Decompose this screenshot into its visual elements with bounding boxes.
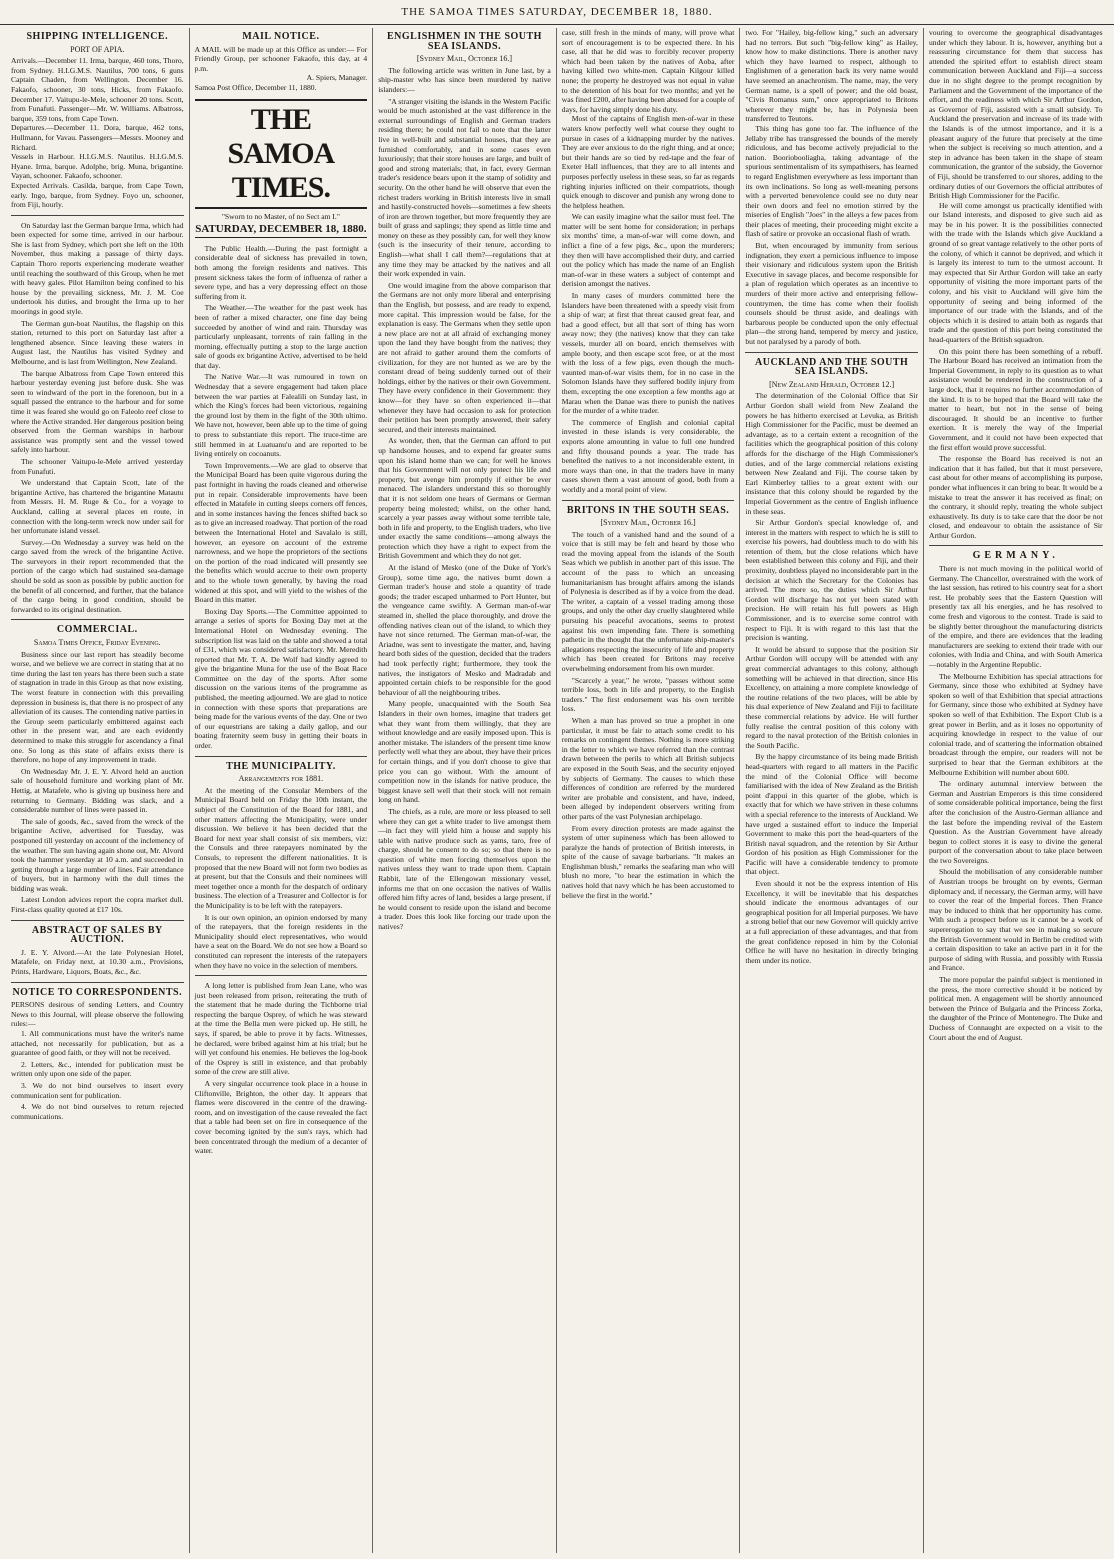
auckland-heading: AUCKLAND AND THE SOUTH SEA ISLANDS.	[755, 356, 909, 378]
article-paragraph: On Wednesday Mr. J. E. Y. Alvord held an auction sale of household furniture and working plant of Mr. Hettig, at Matafele, who is giving up business here and returning to Germany. Bidding was slack, and a considerable number of lines were passed in.	[11, 766, 184, 815]
municipality-subheading: Arrangements for 1881.	[238, 774, 324, 784]
port-heading: PORT OF APIA.	[70, 44, 125, 54]
column-5	[740, 28, 924, 1553]
article-paragraph: By the happy circumstance of its being made British head-quarters with regard to all matters in the Pacific the mind of the Colonial Office will become familiarised with the idea of New Zealand as the British point d'appui in this quarter of the globe, which is exactly that for which we have striven in these columns with a special reference to the interests of Auckland. We have urged a sustained effort to induce the Imperial Government to make this port the head-quarters of the British naval squadron, and the retention by Sir Arthur Gordon of his position as High Commissioner for the Pacific will have a considerable tendency to promote that object.	[745, 752, 918, 877]
divider	[11, 619, 184, 620]
article-paragraph: two. For "Hailey, big-fellow king," such an adversary had no terrors. But such "big-fellow king" as Hailey, know how to make distinctions. There is another navy which they have learned to respect, although to Englishmen of a generation back its very name would have seemed an anachronism. The name, may, the very German name, is a spell of power; and the old boast, "Civis Romanus sum," once appropriated to Britons wherever they might be, has in Polynesia been transferred to Teutons.	[745, 28, 918, 124]
article-paragraph: The chiefs, as a rule, are more or less pleased to sell where they can get a white trader to live amongst them—in fact they will yield him a house and supply his table with native produce such as yams, taro, free of charge, should he consent to do so; so that there is no question of white men forcing themselves upon the natives unless they want to trade upon them. Captain Rabbit, late of the Ellengowan missionary vessel, informs me that on one occasion the natives of Wallis offered him fifty acres of land, besides a large present, if he would consent to reside upon the island and become a trader. Does this look like forcing our trade upon the natives?	[378, 806, 551, 932]
article-paragraph: The touch of a vanished hand and the sound of a voice that is still may be felt and heard by those who read the moving appeal from the islands of the South Seas which we publish in another part of this issue. The account of the pass to which an unceasing humanitarianism has brought affairs among the islands of Polynesia is described as if by a voice from the dead. The writer, a captain of a vessel trading among those groups, and only the other day cruelly slaughtered while pursuing his peaceful avocations, seems to protest against his own impending fate. There is something pathetic in the thought that the unfortunate ship-master's allegations respecting the insecurity of life and property which has been created for Britons may receive overwhelming endorsement from his own murder.	[561, 529, 735, 673]
column-3	[373, 28, 557, 1553]
abstract-heading: ABSTRACT OF SALES BY AUCTION.	[31, 924, 163, 946]
divider	[562, 500, 735, 501]
departures-text: Departures.—December 11. Dora, barque, 462 tons, Hullmann, for Vavau. Passengers—Messrs. Mooney and Richard.	[11, 123, 184, 152]
article-paragraph: Business since our last report has steadily become worse, and we believe we are correct in stating that at no time during the last ten years has there been such a state of stagnation in trade in this Group as that now existing. The worst feature in connection with this prevailing depression in business is, that there is no prospect of any alleviation of its causes. The contending native parties in the Group seem particularly embittered against each other in the present war, and are each evidently determined to make this struggle for ascendancy a final one. So long as this state of affairs exists there is therefore, no hope of any improvement in trade.	[11, 649, 184, 765]
article-paragraph: J. E. Y. Alvord.—At the late Polynesian Hotel, Matafele, on Friday next, at 10.30 a.m., Provisions, Prints, Hardware, Liquors, Boats, &c., &c.	[11, 947, 184, 977]
article-paragraph: In many cases of murders committed here the Islanders have been threatened with a speedy visit from a ship of war; at first that threat caused great fear, and had a good effect, but all that sort of thing has worn away now; they (the natives) know that they can take vessels, murder all on board, enrich themselves with ample booty, and then escape scot free, or at the most with the loss of a few pigs, even though the much-vaunted man-of-war visits them, for in no case in the Solomon Islands have they suffered bodily injury from them, excepting the one exception a few months ago at Marau when the Danae was there to punish the natives for the murder of a white trader.	[561, 291, 735, 416]
divider	[745, 352, 918, 353]
article-paragraph: The German gun-boat Nautilus, the flagship on this station, returned to this port on Saturday last after a lengthened absence. Since leaving these waters in August last, the Nautilus has visited Sydney and Melbourne, and is last from Wellington, New Zealand.	[11, 318, 184, 366]
article-paragraph: On this point there has been something of a rebuff. The Harbour Board has received an intimation from the Imperial Government, in reply to its question as to what assistance would be rendered in the construction of a large dock, that it requires no further accommodation of the kind. It is to be hoped that the Board will take the matter to heart, but not in the sense of being discouraged. It should be an incentive to further exertion. It is merely the way of the Imperial Government, and it could not have been expected that the first effort would prove successful.	[928, 346, 1103, 452]
article-paragraph: This thing has gone too far. The influence of the Jellaby tribe has transgressed the bounds of the merely ridiculous, and has become actively prejudicial to the nation. Booriobooliagha, taking advantage of the spurious sentimentalism of its sympathisers, has learned to regard Englishmen everywhere as less important than its own inclinations. So long as well-meaning persons with a perverted benevolence could see no duty near their own doors and feel no emotion stirred by the miseries of English "Joes" in the alleys a few paces from their places of meeting, their proceeding might excite a flash of satire or provoke an occasional flash of wrath.	[745, 123, 918, 239]
newspaper-motto: "Sworn to no Master, of no Sect am I."	[221, 211, 340, 221]
article-paragraph: On Saturday last the German barque Irma, which had been expected for some time, arrived in our harbour. She is last from Sydney, which port she left on the 10th November, thus making a passage of thirty days. Captain Thoro reports experiencing moderate weather until reaching the southward of this Group, when he met with heavy gales. Pilot Hamilton being confined to his house by the prevailing sickness, Mr. J. M. Coe undertook his duties, and brought the Irma up to her moorings in good style.	[11, 220, 184, 317]
article-paragraph: The barque Albatross from Cape Town entered this harbour yesterday evening just before dusk. She was seen to windward of the port in the forenoon, but in a squall passed the entrance to the harbour and for some time it was feared she would go on Faleolo reef close to where the Active stranded. Her dangerous position being observed from the German warships in harbour assistance was promptly sent and the vessel towed safely into harbour.	[11, 368, 184, 455]
article-paragraph: Should the mobilisation of any considerable number of Austrian troops be brought on by events, German diplomacy and, if necessary, the German army, will have to cover the rear of the Imperial forces. Then France may be induced to think that her opportunity has come. With such a prospect before us it cannot be a work of supererogation to say that we see in making so secure the British Government would in Berlin be credited with a certain disposition to take an active part in it for the purpose of siding with Russia, and possibly with Russia and France.	[928, 867, 1103, 973]
column-6	[924, 28, 1108, 1553]
article-paragraph: It is our own opinion, an opinion endorsed by many of the ratepayers, that the foreign residents in the Municipality should elect representatives, who would have a seat on the Board. We do not see how a Board so constituted can represent the interests of the ratepayers when they have no voice in the selection of members.	[194, 912, 368, 970]
column-4	[557, 28, 741, 1553]
notice-rule: 1. All communications must have the writer's name attached, not necessarily for publication, but as a guarantee of good faith, or they will not be received.	[11, 1029, 184, 1058]
article-paragraph: When a man has proved so true a prophet in one particular, it must be fair to attach some credit to his remarks on contingent themes. Nothing is more striking in the letter to which we have referred than the contrast drawn between the perils to which all British subjects are exposed in the South Seas, and the security enjoyed by subjects of Germany. The causes to which these differences of condition are referred by the murdered writer are probable and consistent, and have, indeed, been alleged by independent observers writing from other parts of the vast Polynesian archipelago.	[561, 715, 735, 821]
article-paragraph: "A stranger visiting the islands in the Western Pacific would be much astonished at the vast difference in the external surroundings of English and German traders residing there; he could not fail to note that the latter live in well-built and substantial houses, that they are furnished comfortably, and in some cases even luxuriously; that their store houses are large, and built of good and strong materials; that, in fact, every German trader's residence bears upon it the stamp of solidity and security. On the other hand he will observe that even the richest traders working in British interests live in small and hastily-constructed hovels—sometimes a few sheets of iron are thrown together, but more frequently they are built of grass and saplings; they spend as little time and money on these as they possibly can, for well they know (such is the insecurity of their tenure, according to English—what shall I call them?—regulations that at any time they may be attacked by the natives and all their work expended in vain.	[378, 96, 551, 279]
article-paragraph: But, when encouraged by immunity from serious indignation, they exert a pernicious influence to impose their visionary and ridiculous system upon the British Executive in savage places, and become responsible for a plan of regulation which operates as an incentive to murders of their more active and enterprising fellow-countrymen, the time has come when their foolish counsels should be thrust aside, and dealings with barbarous people be conducted upon the only effectual plan—the strong hand, tempered by mercy and justice, but not paralysed by a parody of both.	[745, 241, 918, 346]
article-paragraph: The more popular the painful subject is mentioned in the press, the more corrective should it be noticed by political men. A engagement will be shortly announced between the Prince of Bulgaria and the Princess Zorka, the daughter of the Prince of Montenegro. The Duke and Duchess of Connaught are expected on a visit to the Court about the end of August.	[928, 975, 1103, 1042]
article-paragraph: Sir Arthur Gordon's special knowledge of, and interest in the matters with respect to which he is still to exercise his powers, had doubtless much to do with his retention of them, but the close relations which have been established between this colony and Fiji, and their proximity, doubtless played no inconsiderable part in the decision at which the Secretary for the Colonies has arrived. The more so, the duties which Sir Arthur Gordon will discharge has not yet been stated with precision. He will retain his full powers as High Commissioner, and is to exercise some control with respect to Fiji. It is with regard to this last that the precision is wanting.	[745, 518, 918, 643]
notice-rule: 2. Letters, &c., intended for publication must be written only upon one side of the paper.	[11, 1059, 184, 1079]
mail-heading: MAIL NOTICE.	[242, 31, 320, 42]
article-paragraph: Town Improvements.—We are glad to observe that the Municipal Board has been quite vigorous during the past fortnight in having the roads cleaned and otherwise put in repair. Considerable improvements have been effected in Matafele in cutting sleeps corners off fences, and in some instances having the fences shifted back so as to give an increased roadway. That portion of the road between the International Hotel and Savalalo is still, however, an eyesore on account of the extreme narrowness, and we hope the proprietors of the sections on the portion of the road indicated will presently see the benefits which would accrue to their own property and to the whole town generally, by having the road widened at this spot, and will yield to the wishes of the Board in this matter.	[194, 460, 368, 605]
article-paragraph: We understand that Captain Scott, late of the brigantine Active, has chartered the brigantine Matautu from Messrs. H. M. Ruge & Co., for a voyage to Auckland, calling at several places en route, in connection with the long-term wreck now under sail for her unfortunate island vessel.	[11, 478, 184, 536]
divider	[195, 975, 368, 976]
article-paragraph: The ordinary autumnal interview between the German and Austrian Emperors is this time considered of some considerable political importance, being the first after the conclusion of the Austro-German alliance and the last before the impending revival of the Eastern Question. As the Austrian Government have already begun to collect stores it is easy to divine the general purport of the conversation about to take place between the two Sovereigns.	[928, 779, 1103, 865]
article-paragraph: At the meeting of the Consular Members of the Municipal Board held on Friday the 10th instant, the subject of the Constitution of the Board for 1881, and other matters affecting the Municipality, were under discussion. We believe it has been decided that the Board for next year shall consist of six members, viz: the Consuls and three ratepayers nominated by the Consuls, to represent the different nationalities. It is proposed that the new Board will not form two bodies as at present, but that the Consuls and their nominees will meet together once a month for the despatch of ordinary business. The election of a Treasurer and Collector is for the Municipality is to be left with the ratepayers.	[194, 785, 368, 910]
article-paragraph: Even should it not be the express intention of His Excellency, it will be inevitable that his despatches should indicate the enormous advantages of our geographical position for all Imperial purposes. We have a strong belief that our new Governor will quickly arrive at a full appreciation of these advantages, and that from the great confidence reposed in him by the Colonial Office he will have no hesitation in directly bringing them under its notice.	[745, 879, 918, 965]
article-paragraph: A very singular occurrence took place in a house in Cliftonville, Brighton, the other day. It appears that flames were discovered in the centre of the drawing-room, and on investigation of the cause revealed the fact that a table had been set on fire in consequence of the cover becoming ignited by the sun's rays, which had been concentrated through the medium of a decanter of water.	[194, 1079, 368, 1156]
article-paragraph: It would be absurd to suppose that the position Sir Arthur Gordon will occupy will be attended with any great commercial advantages to this colony, although something will be achieved in that direction, since His Excellency, on attaining a more complete knowledge of the routine relations of the two places, will be able by his dual experience of New Zealand and Fiji to facilitate these commercial relations by advice. He will further fully realise the central position of this colony with regard to the naval protection of the British colonies in the South Pacific.	[745, 644, 918, 750]
notice-heading: NOTICE TO CORRESPONDENTS.	[12, 986, 183, 998]
article-paragraph: case, still fresh in the minds of many, will prove what sort of encouragement is to be expected there. In his case, all that he did was to forcibly recover property which had been taken by the natives of Aoba, after having killed two white-men. Captain Kilgour killed none; the property he destroyed was not equal in value to the detention of his boat for two months; and yet he was fined £200, after having been abused for a couple of days, for having simply done his duty.	[561, 28, 735, 114]
article-paragraph: He will come amongst us practically identified with our Island interests, and disposed to give such aid as may be in his power. It is the possibilities connected with the trade with the Islands which give Auckland a ground of so great vantage relatively to the other ports of the colony, of which it cannot be deprived, and which it is largely its interest to turn to the utmost account. It may expected that Sir Arthur Gordon will take an early opportunity of visiting the more important parts of the colony, and his visit to Auckland will give him the opportunity of seeing and being informed of the importance of our trade with the Islands, and of the objects which it is desired to attain both as regards that trade and the question of this port being constituted the head-quarters of the British squadron.	[928, 200, 1103, 344]
article-paragraph: At the island of Mesko (one of the Duke of York's Group), some time ago, the natives burnt down a German trader's house and stole a quantity of trade goods; the trader escaped unharmed to Port Hunter, but the vengeance came swiftly. A German man-of-war steamed in, shelled the place thoroughly, and drove the offending natives clean out of the island, to which they have not since returned. The German man-of-war, the Ariadne, was sent to investigate the matter, and, having heard both sides of the question, decided that the traders had took perfectly right; furthermore, they took the natives, the instigators of Mesko and Madradab and appointed certain chiefs to be responsible for the good behaviour of all the neighbouring tribes.	[378, 563, 551, 697]
arrivals-text: Arrivals.—December 11. Irma, barque, 460 tons, Thoro, from Sydney. H.I.G.M.S. Nautilus, 700 tons, 6 guns Captain Chaden, from Wellington. December 16. Fakaofo, schooner, 30 tons, Hicks, from Fakaofo. December 17. Vaitupu-le-Mele, schooner 20 tons. Scott, from Funafuti. Passenger—Mr. W. Williams. Albatross, barque, 359 tons, from Cape Town.	[11, 56, 184, 123]
article-paragraph: The Weather.—The weather for the past week has been of rather a mixed character, one fine day being succeeded by another of wind and rain. Thursday was particularly unpleasant, torrents of rain falling in the morning, effectually putting a stop to the large auction sale of goods ex brigantine Active, advertised to be held that day.	[194, 303, 368, 370]
notice-rule: 3. We do not bind ourselves to insert every communication sent for publication.	[11, 1080, 184, 1100]
article-paragraph: There is not much moving in the political world of Germany. The Chancellor, overstrained with the work of the last session, has retired to his country seat for a short rest. He probably sees that the Eastern Question will presently tax all his energies, and he has resolved to come fresh and vigorous to the contest. Trade is said to be slightly better throughout the manufacturing districts of the empire, and there are evidences that the leading manufacturers are seeking to extend their trade with our colonies, with India and China, and with South America—notably in the Argentine Republic.	[928, 564, 1103, 669]
divider	[11, 215, 184, 216]
article-paragraph: Many people, unacquainted with the South Sea Islanders in their own homes, imagine that traders get what they want from them willingly, that they are without knowledge and are easily imposed upon. This is another mistake. The islanders of the present time know perfectly well what they are about, they have their prices for certain things, and if you don't choose to give that price you can go without. With the amount of competition now in the islands for native produce, the biggest knave sell well that their stock will not remain long on hand.	[378, 699, 551, 805]
commercial-heading: COMMERCIAL.	[56, 624, 138, 636]
divider	[195, 756, 368, 757]
britons-heading: BRITONS IN THE SOUTH SEAS.	[566, 504, 730, 516]
article-source: [Sydney Mail, October 16.]	[416, 54, 513, 64]
newspaper-title: THE SAMOA TIMES.	[195, 99, 368, 209]
mail-sign: A. Spiers, Manager.	[306, 73, 368, 83]
article-source: [New Zealand Herald, October 12.]	[769, 379, 895, 389]
germany-heading: GERMANY.	[972, 550, 1059, 562]
newspaper-columns	[6, 28, 1108, 1553]
column-1	[6, 28, 190, 1553]
article-paragraph: The schooner Vaitupu-le-Mele arrived yesterday from Funafuti.	[11, 456, 184, 476]
article-paragraph: We can easily imagine what the sailor must feel. The matter will be sent home for consideration; in perhaps six months' time, a man-of-war will come down, and inflict a fine of a few pigs, &c., upon the murderers; they then will have accomplished their duty, and carried out the policy which has made the name of an English man-of-war in these waters a subject of contempt and derision amongst the natives.	[561, 212, 735, 289]
article-paragraph: The Melbourne Exhibition has special attractions for Germany, since those who exhibited at Sydney have spoken so well of that Exhibition that special attractions for Germany, since those who exhibited at Sydney have spoken so well of that Exhibition. The Export Club is a great power in Berlin, and as it loses no opportunity of acquiring knowledge in respect to the value of our colonial trade, and of scattering the information obtained broadcast through the empire, our readers will not be surprised to hear that the German exhibitors at the Melbourne Exhibition will number about 600.	[928, 671, 1103, 777]
article-paragraph: Boxing Day Sports.—The Committee appointed to arrange a series of sports for Boxing Day met at the International Hotel on Wednesday evening. The subscription list was laid on the table and showed a total of £31, which was considered satisfactory. Mr. Meredith reported that Mr. T. A. De Wolf had kindly agreed to give the brigantine Muna for the use of the Boat Race Committee on the day of the sports. After some discussion on the various items of the programme as published, the meeting adjourned. We are glad to notice in connection with these sports that preparations are being made for the various events of the day. One or two of our equestrians are taking a daily gallop, and our boating fraternity seem busy in getting their boats in order.	[194, 606, 368, 751]
mail-office: Samoa Post Office, December 11, 1880.	[194, 82, 317, 92]
article-paragraph: The Public Health.—During the past fortnight a considerable deal of sickness has prevailed in town, both among the foreign residents and natives. This present sickness takes the form of influenza of rather a severe type, and has a very depressing effect on those suffering from it.	[194, 243, 368, 301]
shipping-heading: SHIPPING INTELLIGENCE.	[26, 31, 169, 42]
article-paragraph: Most of the captains of English men-of-war in these waters know perfectly well what course they ought to pursue in cases of a kidnapping murder by the natives. They are ever anxious to do the right thing, and at once; but their hands are so tied by red-tape and the fear of Exeter Hall influences, that they are to all intents and purposes perfectly useless in these seas, so far as regards righting injuries inflicted on their compatriots, though quick enough to discover and punish any wrong done to the helpless heathen.	[561, 114, 735, 210]
article-paragraph: One would imagine from the above comparison that the Germans are not only more liberal and enterprising than the English, but possess, and are ready to expend, more capital. This impression would be false, for the explanation is easy. The Germans when they settle upon a new place are not at all afraid of exchanging money upon the land they have bought from the natives; they are not afraid to gather around them the comforts of civilization, for they are not hunted as we are by the constant dread of being suddenly turned out of their holdings, either by the natives or their own Government. They have every confidence in their Government: they know—for they have so often experienced it—that whenever they have had occasion to ask for protection their petition has been promptly answered, their safety secured, and their interests maintained.	[378, 280, 551, 434]
harbour-text: Vessels in Harbour. H.I.G.M.S. Nautilus. H.I.G.M.S. Hyane. Irma, barque. Adolphe, brig. Muna, brigantine. Vayan, schooner. Fakaofo, schooner.	[11, 152, 184, 181]
article-paragraph: The response the Board has received is not an indication that it has failed, but that it must persevere, cast about for other means of accomplishing its purpose, ponder what influences it can bring to bear. It would be a mistake to treat the answer it has received as final; on the contrary, it should reply, treating the whole subject exhaustively. Its duty is to take care that the door be not closed, and endeavour to obtain the assistance of Sir Arthur Gordon.	[928, 454, 1103, 540]
article-paragraph: The Native War.—It was rumoured in town on Wednesday that a severe engagement had taken place between the war parties at Falealili on Sunday last, in which the King's forces had been victorious, regaining the ground lost by them in the fight of the 30th ultimo. We have not, however, been able up to the time of going to press to substantiate this report. The truce-time are still hemmed in at Luatuanu'u and are reported to be living entirely on cocoanuts.	[194, 372, 368, 459]
article-paragraph: The sale of goods, &c., saved from the wreck of the brigantine Active, advertised for Tuesday, was postponed till yesterday on account of the inclemency of the weather. The sun having again shone out, Mr. Alvord took the hammer yesterday at 10 a.m. and succeeded in getting through a large number of lines. Fair attendance of buyers, but in harmony with the dull times the bidding was weak.	[11, 816, 184, 893]
municipality-heading: THE MUNICIPALITY.	[226, 760, 336, 772]
divider	[11, 920, 184, 921]
article-paragraph: The commerce of English and colonial capital invested in these islands is very considerable, the exports alone amounting in value to full one hundred and fifty thousand pounds a year. The trade has benefited the natives to a not inconsiderable extent, in more ways than one, in that the traders have in many cases shown them a vast amount of good, both from a worldly and a moral point of view.	[561, 417, 735, 494]
page-masthead: THE SAMOA TIMES SATURDAY, DECEMBER 18, 1880.	[0, 0, 1114, 25]
article-paragraph: Survey.—On Wednesday a survey was held on the cargo saved from the wreck of the brigantine Active. The surveyors in their report recommended that the portion of the cargo which had sustained sea-damage should be sold as soon as possible by public auction for the benefit of all concerned, and further, that the balance of the cargo being in good condition, should be forwarded to its original destination.	[11, 537, 184, 614]
mail-text: A MAIL will be made up at this Office as under:— For Friendly Group, per schooner Fakaofo, this day, at 4 p.m.	[194, 44, 368, 73]
article-paragraph: As wonder, then, that the German can afford to put up handsome houses, and to expend far greater sums upon his island home than we can; for well he knows that his Government will not only protect his life and property, but avenge him promptly if either be ever menaced. The islanders understand this so thoroughly that it is not seldom one hears of Germans or German property being molested; whilst, on the other hand, scarcely a year passes away without some terrible tale, both in life and property, to the English traders, who live under exactly the same conditions—among always the protection which they have a right to expect from the British Government and which they do not get.	[378, 436, 551, 561]
commercial-subheading: Samoa Times Office, Friday Evening.	[33, 638, 161, 648]
article-paragraph: Latest London advices report the copra market dull. First-class quality quoted at £17 10s.	[11, 895, 184, 915]
article-paragraph: A long letter is published from Jean Lane, who was just been released from prison, reiterating the truth of the statement that he made during the Tichborne trial respecting the barque Osprey, of which he was steward at the time the Bella men were picked up. He still, he says, if spared, be able to prove it by facts. Witnesses, he declared, were bribed against him at his trial; but he will yet confound his enemies. He believes the log-book of the Osprey is still in existence, and that probably some of the crew are still alive.	[194, 981, 368, 1077]
newspaper-date: SATURDAY, DECEMBER 18, 1880.	[195, 225, 368, 238]
notice-rule: 4. We do not bind ourselves to return rejected communications.	[11, 1102, 184, 1121]
notice-intro: PERSONS desirous of sending Letters, and Country News to this Journal, will please observe the following rules:—	[11, 1000, 184, 1029]
column-2	[190, 28, 374, 1553]
article-paragraph: vouring to overcome the geographical disadvantages under which they labour. It is, however, anything but a reassuring circumstance for them that success has attended the spirited effort to establish direct steam communication between Auckland and Fiji—a success due in no slight degree to the prompt recognition by Parliament and the Government of the importance of the effort, and the readiness with which Sir Arthur Gordon, as Governor of Fiji, assisted with a small subsidy. To Auckland the preservation and increase of its trade with the Islands is of the utmost importance, and it is a pleasant augury of the future that precisely at the time when the subject is receiving so much attention, and a step in advance has been taken in the shape of steam communication, the grantor of the subsidy, the Governor of Fiji, should be transferred to our shores, adding to the ordinary duties of our Governors the official attributes of British High Commissioner for the Pacific.	[928, 28, 1103, 201]
article-paragraph: The determination of the Colonial Office that Sir Arthur Gordon shall wield from New Zealand the powers he has hitherto exercised at Levuka, as British High Commissioner for the Pacific, must be deemed an advantage, as to a certain extent a recognition of the facilities which the geographical position of this colony affords for the discharge of the High Commissioner's duties, and of the large commercial relations existing between New Zealand and Fiji. The course taken by Earl Kimberley tallies to a great extent with our insistance that this colony should be regarded by the Imperial Government as the centre of English influence in these seas.	[745, 391, 918, 516]
article-paragraph: "Scarcely a year," he wrote, "passes without some terrible loss, both in life and property, to the English traders." The first endorsement was his own terrible loss.	[561, 675, 735, 714]
englishmen-heading: ENGLISHMEN IN THE SOUTH SEA ISLANDS.	[387, 31, 542, 52]
divider	[929, 545, 1103, 546]
expected-text: Expected Arrivals. Casilda, barque, from Cape Town, early. Ingo, barque, from Sydney. Foyo un, schooner, from Fiji, hourly.	[11, 180, 184, 210]
divider	[11, 982, 184, 983]
article-source: [Sydney Mail, October 16.]	[600, 518, 696, 528]
article-paragraph: The following article was written in June last, by a ship-master who has since been murdered by native islanders:—	[378, 65, 551, 94]
article-paragraph: From every direction protests are made against the system of utter supineness which has been allowed to paralyze the hands of protection of British interests, in spite of the cause of savage barbarians. "It makes an Englishman blush," remarks the seafaring man who will blush no more, "to hear the estimation in which the natives hold that navy which he has been accustomed to believe the first in the world."	[561, 823, 735, 900]
